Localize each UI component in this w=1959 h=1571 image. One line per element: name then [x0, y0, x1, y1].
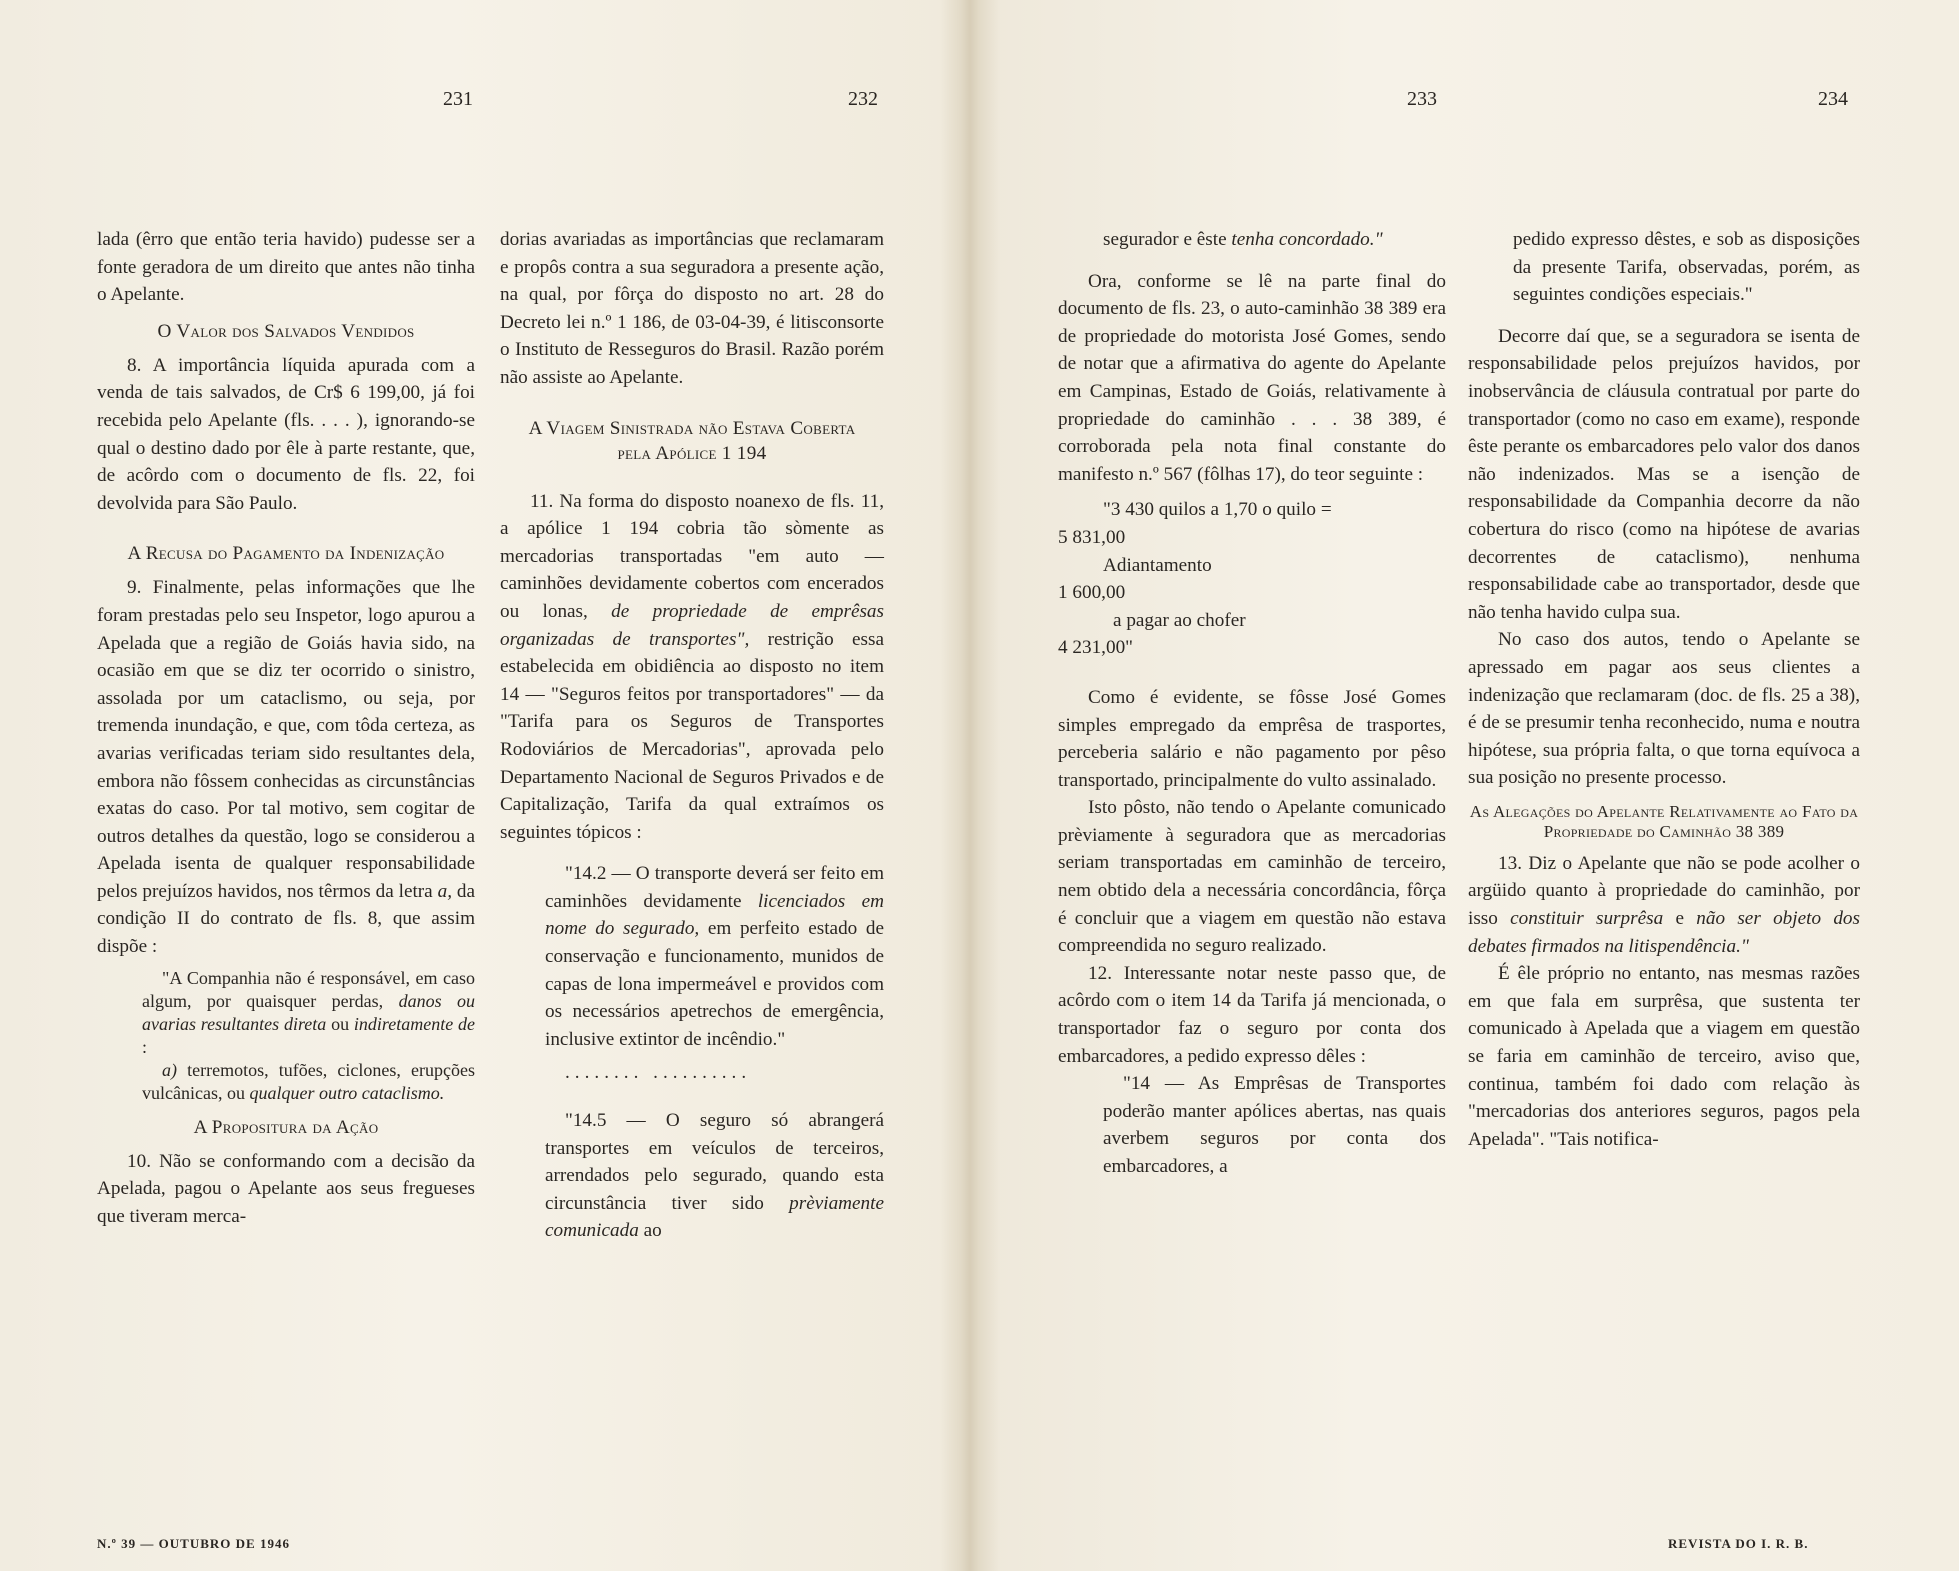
- footer-journal: REVISTA DO I. R. B.: [1668, 1536, 1809, 1551]
- block-quote: "14 — As Emprêsas de Transportes poderão manter apólices abertas, nas quais averbem seguros por conta dos embarcadores, a: [1103, 1073, 1446, 1177]
- page-234-column: [1468, 226, 1860, 1153]
- paragraph: 12. Interessante notar neste passo que, de acôrdo com o item 14 da Tarifa já mencionada, o transportador faz o seguro por conta dos embarcadores, a pedido expresso dêles :: [1058, 962, 1446, 1067]
- section-heading: A Viagem Sinistrada não Estava Coberta pela Apólice 1 194: [528, 417, 856, 464]
- page-233-column: [1058, 226, 1446, 1181]
- paragraph: No caso dos autos, tendo o Apelante se apressado em pagar aos seus clientes a indenização que reclamaram (doc. de fls. 25 a 38), é de se presumir tenha reconhecido, numa e noutra hipótese, sua própria falta, o que torna equívoca a sua posição no presente processo.: [1468, 629, 1860, 789]
- section-heading: O Valor dos Salvados Vendidos: [157, 320, 415, 342]
- footer-issue: N.º 39 — OUTUBRO DE 1946: [97, 1536, 290, 1551]
- page-number-231: 231: [443, 88, 473, 110]
- block-quote: "14.2 — O transporte deverá ser feito em caminhões devidamente licenciados em nome do segurado, em perfeito estado de conservação e funcionamento, munidos de capas de lona impermeável e providos com os necessários apetrechos de emergência, inclusive extintor de incêndio." ........ .......... "14.5 — O seguro só abrangerá transportes em veículos de terceiros, arrendados pelo segurado, quando esta circunstância tiver sido prèviamente comunicada ao: [545, 863, 884, 1242]
- paragraph: 9. Finalmente, pelas informações que lhe foram prestadas pelo seu Inspetor, logo apurou a Apelada que a região de Goiás havia sido, na ocasião em que se diz ter ocorrido o sinistro, assolada por um cataclismo, ou seja, por tremenda inundação, e que, com tôda certeza, as avarias verificadas teriam sido resultantes dela, embora não fôssem conhecidas as circunstâncias exatas do caso. Por tal motivo, sem cogitar de outros detalhes da questão, logo se considerou a Apelada isenta de qualquer responsabilidade pelos prejuízos havidos, nos têrmos da letra a, da condição II do contrato de fls. 8, que assim dispõe :: [97, 577, 475, 958]
- paragraph: dorias avariadas as importâncias que reclamaram e propôs contra a sua seguradora a presente ação, na qual, por fôrça do disposto no art. 28 do Decreto lei n.º 1 186, de 03-04-39, é litisconsorte o Instituto de Resseguros do Brasil. Razão porém não assiste ao Apelante.: [500, 229, 884, 388]
- paragraph: 13. Diz o Apelante que não se pode acolher o argüido quanto à propriedade do caminhão, por isso constituir surprêsa e não ser objeto dos debates firmados na litispendência.": [1468, 852, 1860, 957]
- paragraph: É êle próprio no entanto, nas mesmas razões em que fala em surprêsa, que sustenta ter comunicado à Apelada que a viagem em questão se faria em caminhão de terceiro, aviso que, continua, também foi dado com relação às "mercadorias dos anteriores seguros, pagos pela Apelada". "Tais notifica-: [1468, 963, 1860, 1150]
- paragraph: lada (êrro que então teria havido) pudesse ser a fonte geradora de um direito que antes não tinha o Apelante.: [97, 229, 475, 306]
- page-number-234: 234: [1818, 88, 1848, 110]
- block-quote: "A Companhia não é responsável, em caso algum, por quaisquer perdas, danos ou avarias resultantes direta ou indiretamente de : a) terremotos, tufões, ciclones, erupções vulcânicas, ou qualquer outro cataclismo.: [142, 967, 476, 1103]
- section-heading: A Propositura da Ação: [193, 1116, 379, 1138]
- paragraph: 10. Não se conformando com a decisão da Apelada, pagou o Apelante aos seus fregueses que tiveram merca-: [97, 1150, 475, 1227]
- section-heading: As Alegações do Apelante Relativamente ao Fato da Propriedade do Caminhão 38 389: [1469, 801, 1859, 841]
- page-number-233: 233: [1407, 88, 1437, 110]
- paragraph: Ora, conforme se lê na parte final do documento de fls. 23, o auto-caminhão 38 389 era de propriedade do motorista José Gomes, sendo de notar que a afirmativa do agente do Apelante em Campinas, Estado de Goiás, relativamente à propriedade do caminhão . . . 38 389, é corroborada pela nota final constante do manifesto n.º 567 (fôlhas 17), do teor seguinte :: [1058, 270, 1446, 485]
- block-quote: segurador e êste tenha concordado.": [1103, 229, 1383, 250]
- book-gutter: [940, 0, 1000, 1571]
- manifest-figures: "3 430 quilos a 1,70 o quilo = 5 831,00 Adiantamento 1 600,00 a pagar ao chofer 4 231,00": [1058, 499, 1332, 659]
- page-231-column: [97, 226, 475, 1230]
- section-heading: A Recusa do Pagamento da Indenização: [127, 543, 445, 565]
- paragraph: 11. Na forma do disposto noanexo de fls. 11, a apólice 1 194 cobria tão sòmente as mercadorias transportadas "em auto — caminhões devidamente cobertos com encerados ou lonas, de propriedade de emprêsas organizadas de transportes", restrição essa estabelecida em obidiência ao disposto no item 14 — "Seguros feitos por transportadores" — da "Tarifa para os Seguros de Transportes Rodoviários de Mercadorias", aprovada pelo Departamento Nacional de Seguros Privados e de Capitalização, Tarifa da qual extraímos os seguintes tópicos :: [500, 490, 884, 843]
- paragraph: 8. A importância líquida apurada com a venda de tais salvados, de Cr$ 6 199,00, já foi recebida pelo Apelante (fls. . . . ), ignorando-se qual o destino dado por êle à parte restante, que, de acôrdo com o documento de fls. 22, foi devolvida para São Paulo.: [97, 354, 475, 514]
- block-quote: pedido expresso dêstes, e sob as disposições da presente Tarifa, observadas, porém, as seguintes condições especiais.": [1513, 229, 1860, 306]
- page-number-232: 232: [848, 88, 878, 110]
- paragraph: Como é evidente, se fôsse José Gomes simples empregado da emprêsa de trasportes, perceberia salário e não pagamento por pêso transportado, principalmente do vulto assinalado.: [1058, 686, 1446, 791]
- paragraph: Decorre daí que, se a seguradora se isenta de responsabilidade pelos prejuízos havidos, por inobservância de cláusula contratual por parte do transportador (como no caso em exame), responde êste perante os embarcadores pelo valor dos danos não indenizados. Mas se a isenção de responsabilidade da Companhia decorre da não cobertura do risco (como na hipótese de avarias decorrentes de cataclismo), nenhuma responsabilidade cabe ao transportador, desde que não tenha havido culpa sua.: [1468, 325, 1860, 623]
- page-232-column: [500, 226, 884, 1245]
- paragraph: Isto pôsto, não tendo o Apelante comunicado prèviamente à seguradora que as mercadorias seriam transportadas em caminhão de terceiro, nem obtido dela a necessária concordância, fôrça é concluir que a viagem em questão não estava compreendida no seguro realizado.: [1058, 797, 1446, 957]
- ellipsis-line: ........ ..........: [565, 1062, 752, 1084]
